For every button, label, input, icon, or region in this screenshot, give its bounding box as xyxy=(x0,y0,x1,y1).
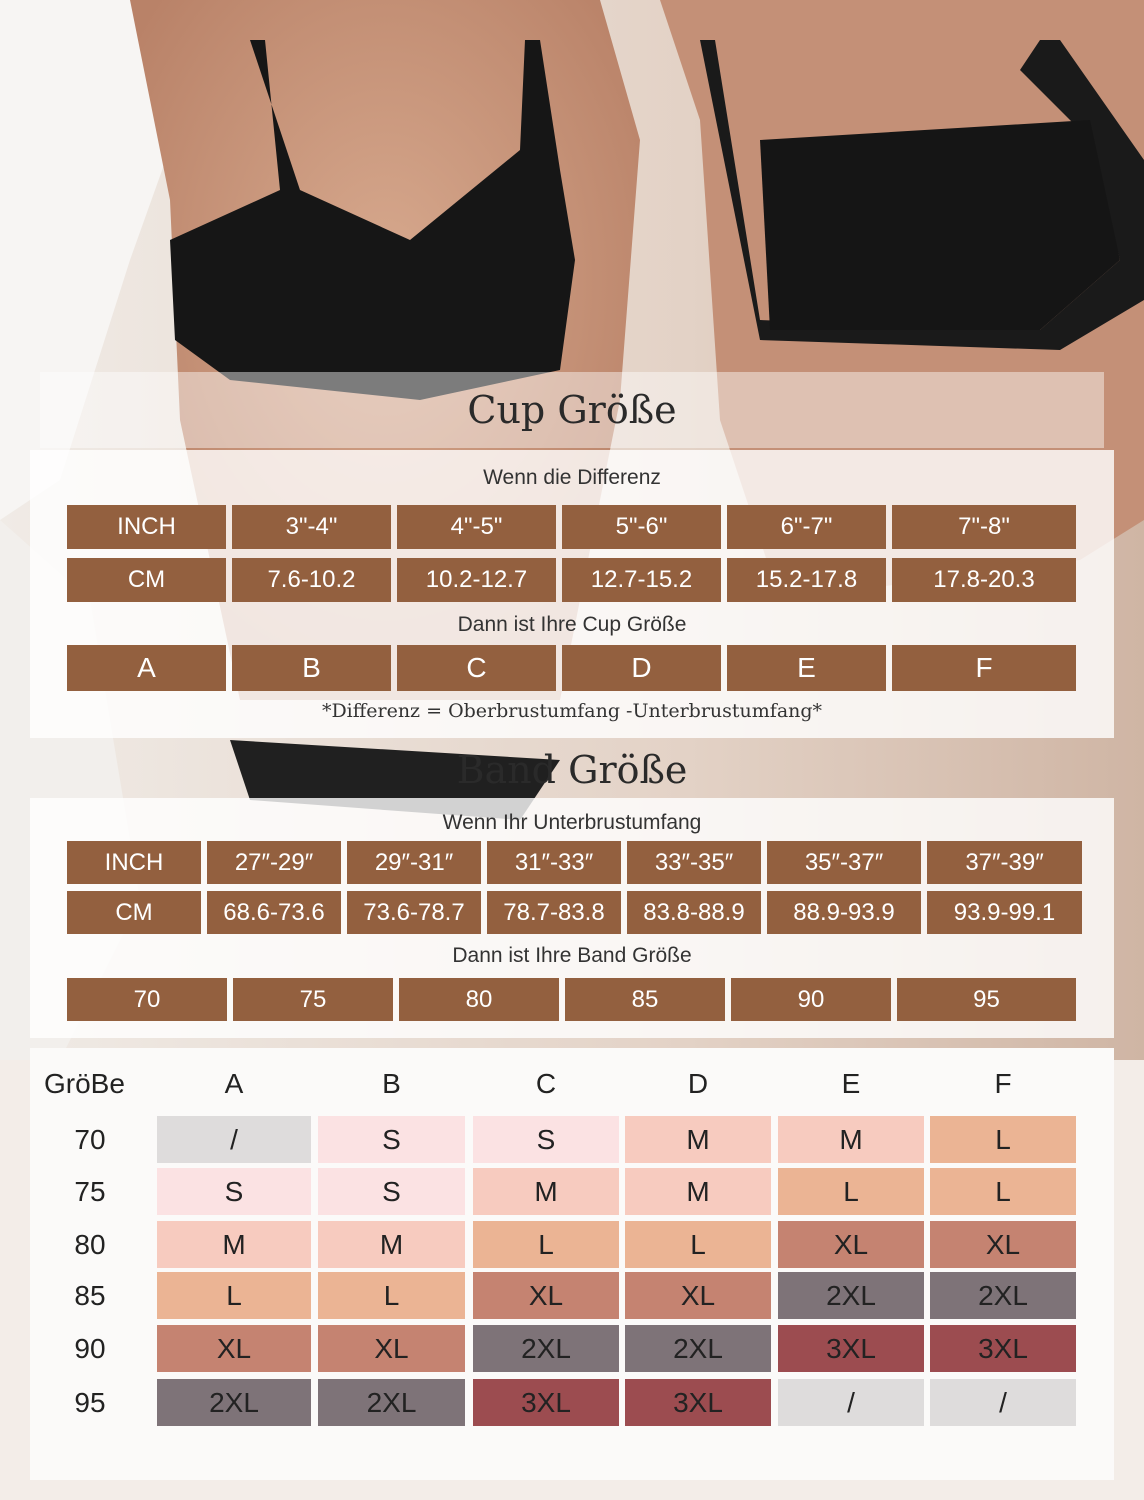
matrix-cell: M xyxy=(318,1221,465,1268)
cup-inch-row-cell: 3"-4" xyxy=(232,505,391,549)
matrix-cell: XL xyxy=(473,1272,619,1319)
matrix-cell: M xyxy=(778,1116,924,1163)
matrix-row-label: 85 xyxy=(74,1280,106,1311)
band-cm-row-cell: 83.8-88.9 xyxy=(627,891,761,934)
matrix-col-header: A xyxy=(224,1068,244,1099)
cup-size-row-cell: F xyxy=(892,645,1076,691)
cup-size-row-cell: B xyxy=(232,645,391,691)
matrix-row-label: 75 xyxy=(74,1176,106,1207)
matrix-col-header: F xyxy=(994,1068,1012,1099)
cup-cm-row-cell: 10.2-12.7 xyxy=(397,558,556,602)
matrix-cell: S xyxy=(157,1168,311,1215)
matrix-cell: L xyxy=(318,1272,465,1319)
matrix-row-label: 70 xyxy=(74,1124,106,1155)
matrix-cell: XL xyxy=(778,1221,924,1268)
cup-inch-row-cell: INCH xyxy=(67,505,226,549)
band-cm-row-cell: 78.7-83.8 xyxy=(487,891,621,934)
matrix-cell: L xyxy=(778,1168,924,1215)
band-title: Band Größe xyxy=(456,748,688,792)
matrix-cell: 3XL xyxy=(778,1325,924,1372)
matrix-cell: XL xyxy=(318,1325,465,1372)
band-inch-row xyxy=(67,841,1082,884)
cup-cm-row xyxy=(67,558,1076,602)
band-size-row-cell: 95 xyxy=(897,978,1076,1021)
matrix-cell: S xyxy=(318,1116,465,1163)
band-cm-row-cell: 93.9-99.1 xyxy=(927,891,1082,934)
matrix-cell: L xyxy=(473,1221,619,1268)
cup-size-row-cell: E xyxy=(727,645,886,691)
cup-cm-row-cell: 15.2-17.8 xyxy=(727,558,886,602)
band-inch-row-cell: 29″-31″ xyxy=(347,841,481,884)
band-inch-row-cell: 27″-29″ xyxy=(207,841,341,884)
cup-cm-row-cell: 7.6-10.2 xyxy=(232,558,391,602)
band-size-row-cell: 90 xyxy=(731,978,891,1021)
band-size-row-cell: 75 xyxy=(233,978,393,1021)
matrix-cell: / xyxy=(157,1116,311,1163)
band-size-row-cell: 85 xyxy=(565,978,725,1021)
matrix-cell: 3XL xyxy=(625,1379,771,1426)
cup-title: Cup Größe xyxy=(467,388,677,432)
matrix-cell: 2XL xyxy=(318,1379,465,1426)
matrix-cell: 2XL xyxy=(473,1325,619,1372)
cup-cm-row-cell: CM xyxy=(67,558,226,602)
matrix-col-header: D xyxy=(687,1068,709,1099)
matrix-row-label: 90 xyxy=(74,1333,106,1364)
cup-cm-row-cell: 12.7-15.2 xyxy=(562,558,721,602)
matrix-cell: 3XL xyxy=(930,1325,1076,1372)
matrix-cell: M xyxy=(625,1116,771,1163)
matrix-col-header: E xyxy=(841,1068,861,1099)
matrix-cell: XL xyxy=(625,1272,771,1319)
matrix-cell: 2XL xyxy=(778,1272,924,1319)
matrix-cell: / xyxy=(930,1379,1076,1426)
matrix-cell: M xyxy=(473,1168,619,1215)
band-size-row-cell: 80 xyxy=(399,978,559,1021)
band-inch-row-cell: 31″-33″ xyxy=(487,841,621,884)
matrix-corner-label: GröBe xyxy=(44,1068,125,1099)
band-inch-row-cell: 35″-37″ xyxy=(767,841,921,884)
matrix-cell: XL xyxy=(930,1221,1076,1268)
cup-inch-row-cell: 4"-5" xyxy=(397,505,556,549)
matrix-cell: XL xyxy=(157,1325,311,1372)
band-inch-row-cell: 37″-39″ xyxy=(927,841,1082,884)
band-size-row-cell: 70 xyxy=(67,978,227,1021)
cup-note: *Differenz = Oberbrustumfang -Unterbrustumfang* xyxy=(321,700,823,722)
matrix-cell: S xyxy=(318,1168,465,1215)
matrix-cell: L xyxy=(625,1221,771,1268)
cup-inch-row-cell: 5"-6" xyxy=(562,505,721,549)
matrix-cell: L xyxy=(157,1272,311,1319)
matrix-cell: L xyxy=(930,1168,1076,1215)
band-cm-row-cell: 73.6-78.7 xyxy=(347,891,481,934)
matrix-row-label: 95 xyxy=(74,1387,106,1418)
matrix-row-label: 80 xyxy=(74,1229,106,1260)
band-cm-row xyxy=(67,891,1082,934)
band-cm-row-cell: 68.6-73.6 xyxy=(207,891,341,934)
matrix-cell: 2XL xyxy=(625,1325,771,1372)
cup-inch-row-cell: 6"-7" xyxy=(727,505,886,549)
cup-inch-row xyxy=(67,505,1076,549)
cup-inch-row-cell: 7"-8" xyxy=(892,505,1076,549)
band-cm-row-cell: 88.9-93.9 xyxy=(767,891,921,934)
size-matrix xyxy=(30,1048,1114,1480)
band-caption-mid: Dann ist Ihre Band Größe xyxy=(452,944,692,967)
matrix-cell: / xyxy=(778,1379,924,1426)
band-inch-row-cell: INCH xyxy=(67,841,201,884)
band-inch-row-cell: 33″-35″ xyxy=(627,841,761,884)
matrix-col-header: B xyxy=(382,1068,401,1099)
cup-size-row-cell: C xyxy=(397,645,556,691)
matrix-cell: L xyxy=(930,1116,1076,1163)
band-caption-top: Wenn Ihr Unterbrustumfang xyxy=(442,811,702,834)
cup-caption-mid: Dann ist Ihre Cup Größe xyxy=(457,613,687,636)
matrix-cell: 2XL xyxy=(930,1272,1076,1319)
band-size-row xyxy=(67,978,1076,1021)
matrix-cell: S xyxy=(473,1116,619,1163)
matrix-cell: 3XL xyxy=(473,1379,619,1426)
cup-cm-row-cell: 17.8-20.3 xyxy=(892,558,1076,602)
cup-size-row-cell: A xyxy=(67,645,226,691)
matrix-cell: M xyxy=(625,1168,771,1215)
cup-size-row-cell: D xyxy=(562,645,721,691)
matrix-cell: 2XL xyxy=(157,1379,311,1426)
matrix-cell: M xyxy=(157,1221,311,1268)
cup-size-row xyxy=(67,645,1076,691)
band-cm-row-cell: CM xyxy=(67,891,201,934)
cup-caption-top: Wenn die Differenz xyxy=(483,466,661,489)
matrix-col-header: C xyxy=(535,1068,557,1099)
